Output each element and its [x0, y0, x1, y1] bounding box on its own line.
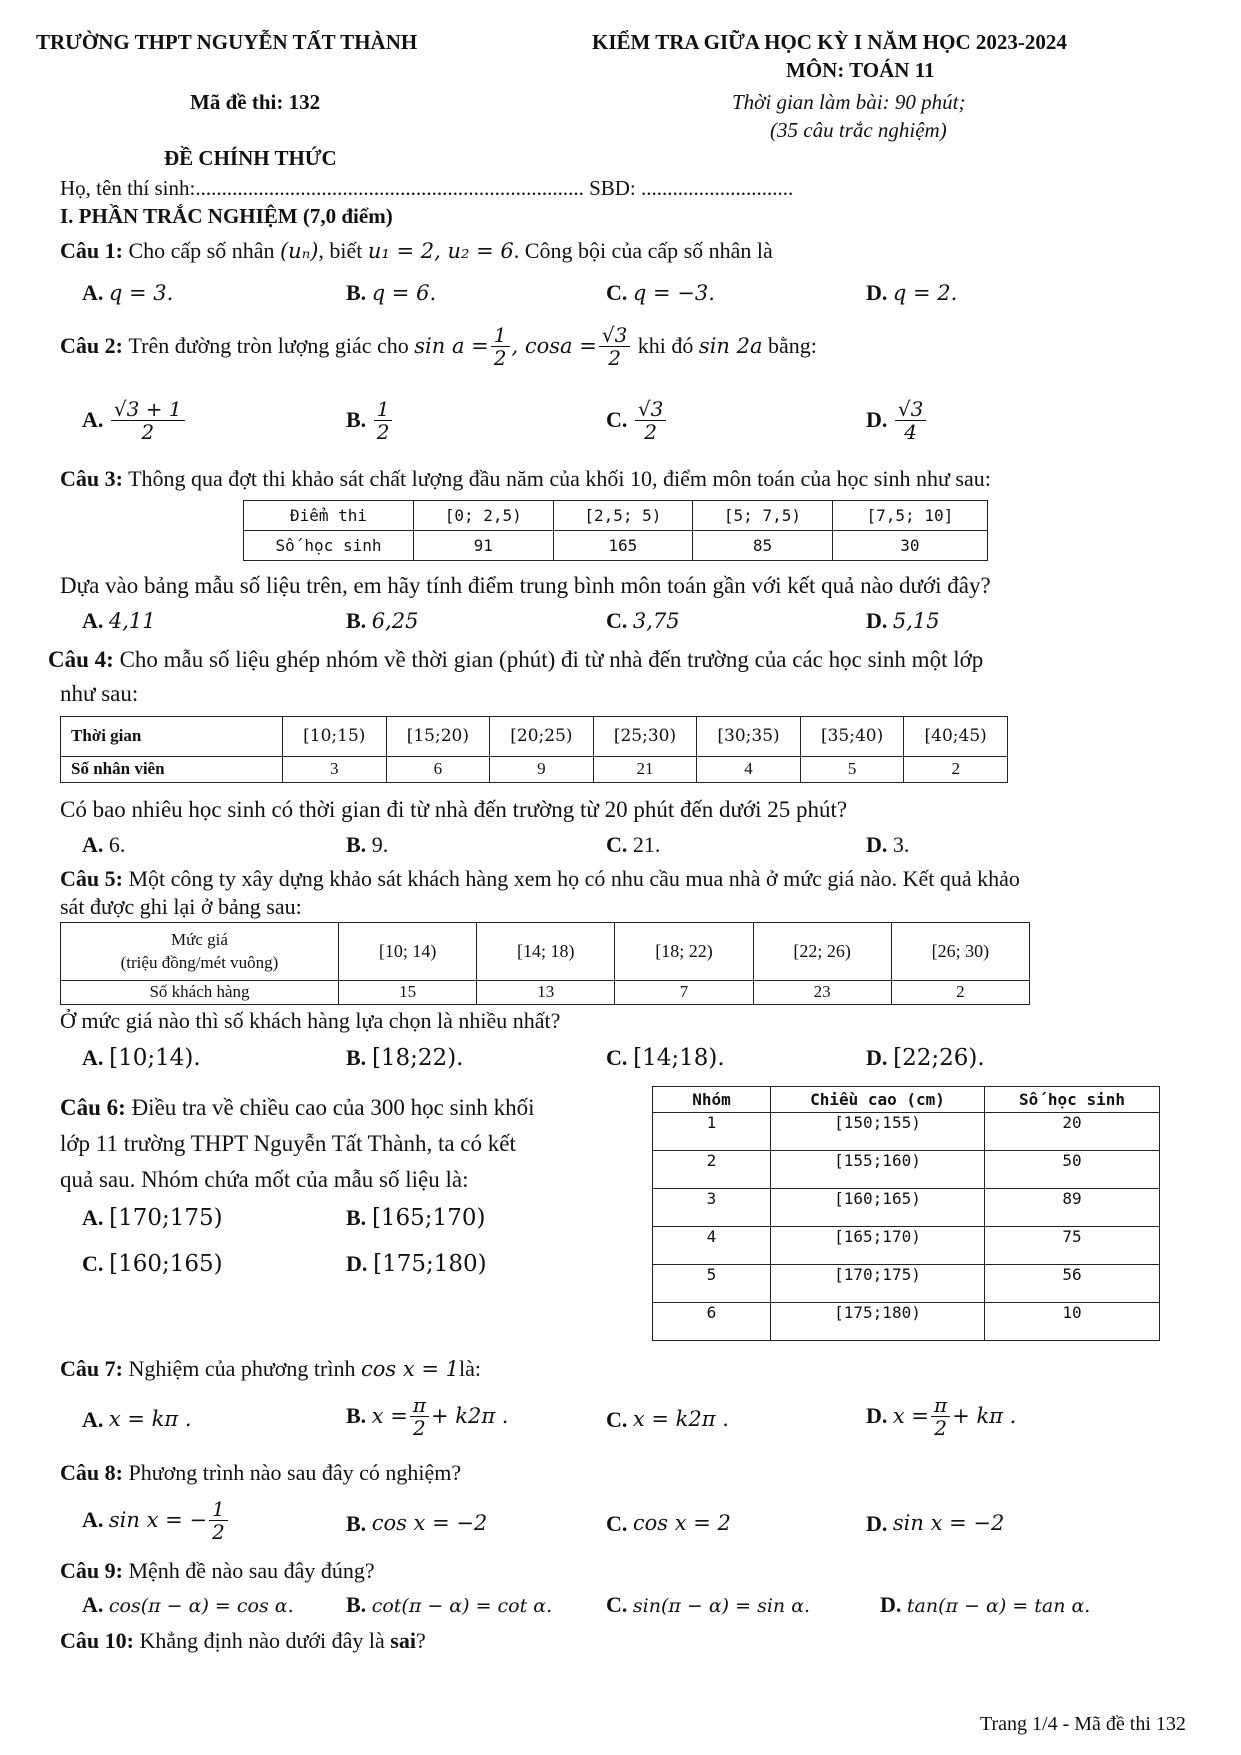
- q3-row-cell: 85: [693, 531, 833, 561]
- q7-option-b[interactable]: B. x = $\frac{\pi}{2}$ + k2π .: [346, 1393, 509, 1440]
- q4-text-1: Cho mẫu số liệu ghép nhóm về thời gian (phút) đi từ nhà đến trường của các học sinh một lớp: [119, 647, 984, 672]
- q2-option-c[interactable]: C. $\frac{√3}{2}$: [606, 398, 668, 443]
- page-footer: Trang 1/4 - Mã đề thi 132: [980, 1713, 1186, 1735]
- q4-option-a[interactable]: A. 6.: [82, 832, 126, 857]
- q2-frac-half: $\frac{1}{2}$: [491, 324, 510, 369]
- q5-head-cell: [14; 18): [477, 923, 615, 981]
- q5-head-line-2: (triệu đồng/mét vuông): [120, 952, 279, 972]
- exam-title: KIỂM TRA GIỮA HỌC KỲ I NĂM HỌC 2023-2024: [592, 30, 1067, 54]
- q4-row-cell: 5: [800, 757, 904, 783]
- exam-time: Thời gian làm bài: 90 phút;: [732, 90, 966, 114]
- q1-option-b[interactable]: B. q = 6.: [346, 280, 437, 305]
- q6-row-group: 4: [653, 1227, 771, 1265]
- question-7: [60, 1356, 481, 1382]
- q9-option-d[interactable]: D. tan(π − α) = tan α.: [880, 1592, 1091, 1617]
- q5-row-cell: 7: [615, 981, 753, 1005]
- question-2: [60, 324, 817, 369]
- q4-head-cell: [35;40): [800, 717, 904, 757]
- q9-option-c[interactable]: C. sin(π − α) = sin α.: [606, 1592, 811, 1617]
- q10-bold-word: sai: [390, 1628, 416, 1653]
- q5-head-cell: [18; 22): [615, 923, 753, 981]
- q6-table: [652, 1086, 1160, 1341]
- q3-option-b[interactable]: B. 6,25: [346, 608, 419, 633]
- q9-option-b[interactable]: B. cot(π − α) = cot α.: [346, 1592, 553, 1617]
- q4-head-cell: [40;45): [904, 717, 1008, 757]
- q6-text-3: quả sau. Nhóm chứa mốt của mẫu số liệu là:: [60, 1167, 469, 1192]
- q10-label: Câu 10:: [60, 1628, 134, 1653]
- q7-text-a: Nghiệm của phương trình: [128, 1356, 356, 1381]
- q4-head-label: Thời gian: [61, 717, 283, 757]
- q2-option-d[interactable]: D. $\frac{√3}{4}$: [866, 398, 928, 443]
- question-3: [60, 466, 991, 492]
- q4-table: [60, 716, 1008, 783]
- q3-head-cell: [2,5; 5): [553, 501, 693, 531]
- q6-row-height: [160;165): [771, 1189, 985, 1227]
- q3-question: Dựa vào bảng mẫu số liệu trên, em hãy tính điểm trung bình môn toán gần với kết quả nào dưới đây?: [60, 573, 991, 598]
- q4-row-cell: 6: [386, 757, 490, 783]
- q3-row-label: Số học sinh: [244, 531, 414, 561]
- q5-question: Ở mức giá nào thì số khách hàng lựa chọn là nhiều nhất?: [60, 1008, 561, 1033]
- q4-head-cell: [10;15): [283, 717, 387, 757]
- q1-text-a: Cho cấp số nhân: [128, 238, 275, 263]
- candidate-info-line: Họ, tên thí sinh:.......................................................................... SBD: .............................: [60, 176, 794, 200]
- q6-row-group: 5: [653, 1265, 771, 1303]
- q6-text-2: lớp 11 trường THPT Nguyễn Tất Thành, ta có kết: [60, 1131, 516, 1156]
- q4-row-label: Số nhân viên: [61, 757, 283, 783]
- q9-text: Mệnh đề nào sau đây đúng?: [128, 1558, 375, 1583]
- q6-row-height: [165;170): [771, 1227, 985, 1265]
- q4-row-cell: 2: [904, 757, 1008, 783]
- q3-head-cell: [7,5; 10]: [832, 501, 987, 531]
- q5-label: Câu 5:: [60, 866, 123, 891]
- q5-text-2: sát được ghi lại ở bảng sau:: [60, 894, 302, 919]
- q2-option-b[interactable]: B. $\frac{1}{2}$: [346, 398, 394, 443]
- question-10: [60, 1628, 426, 1654]
- q6-row-group: 3: [653, 1189, 771, 1227]
- q9-label: Câu 9:: [60, 1558, 123, 1583]
- q9-option-a[interactable]: A. cos(π − α) = cos α.: [82, 1592, 294, 1617]
- q6-text-1: Điều tra về chiều cao của 300 học sinh khối: [131, 1095, 535, 1120]
- q6-row-height: [150;155): [771, 1113, 985, 1151]
- q4-question: Có bao nhiêu học sinh có thời gian đi từ nhà đến trường từ 20 phút đến dưới 25 phút?: [60, 797, 848, 822]
- q6-head-cell: Nhóm: [653, 1087, 771, 1113]
- q6-row-count: 20: [985, 1113, 1160, 1151]
- q8-option-a[interactable]: A. sin x = − $\frac{1}{2}$: [82, 1498, 230, 1543]
- q3-text: Thông qua đợt thi khảo sát chất lượng đầu năm của khối 10, điểm môn toán của học sinh như sau:: [128, 466, 991, 491]
- q10-tail: ?: [415, 1628, 426, 1653]
- q4-row-cell: 4: [697, 757, 801, 783]
- q6-row-group: 1: [653, 1113, 771, 1151]
- q4-row-cell: 21: [593, 757, 697, 783]
- q5-row-cell: 15: [339, 981, 477, 1005]
- q6-option-c[interactable]: C. [160;165): [82, 1251, 223, 1277]
- question-1: [60, 238, 773, 264]
- official-label: ĐỀ CHÍNH THỨC: [164, 146, 337, 170]
- q3-option-c[interactable]: C. 3,75: [606, 608, 680, 633]
- q4-head-cell: [30;35): [697, 717, 801, 757]
- q3-head-label: Điểm thi: [244, 501, 414, 531]
- q7-option-d[interactable]: D. x = $\frac{\pi}{2}$ + kπ .: [866, 1393, 1017, 1440]
- q5-row-label: Số khách hàng: [61, 981, 339, 1005]
- q2-label: Câu 2:: [60, 333, 123, 359]
- q6-row-height: [170;175): [771, 1265, 985, 1303]
- q3-option-a[interactable]: A. 4,11: [82, 608, 156, 633]
- q7-equation: cos x = 1: [360, 1357, 459, 1381]
- q5-option-d[interactable]: D. [22;26).: [866, 1045, 985, 1071]
- q1-text-b: , biết: [318, 238, 363, 263]
- q5-row-cell: 13: [477, 981, 615, 1005]
- q4-label: Câu 4:: [48, 647, 114, 672]
- q1-text-c: . Công bội của cấp số nhân là: [513, 238, 773, 263]
- q6-row-height: [155;160): [771, 1151, 985, 1189]
- q7-option-a[interactable]: A. x = kπ .: [82, 1406, 192, 1432]
- q8-option-c[interactable]: C. cos x = 2: [606, 1510, 731, 1536]
- q4-head-cell: [25;30): [593, 717, 697, 757]
- q6-row-count: 89: [985, 1189, 1160, 1227]
- q5-text-1: Một công ty xây dựng khảo sát khách hàng xem họ có nhu cầu mua nhà ở mức giá nào. Kết quả khảo: [128, 866, 1020, 891]
- q1-sequence: (uₙ): [279, 239, 319, 263]
- q5-option-a[interactable]: A. [10;14).: [82, 1045, 201, 1071]
- school-name: TRƯỜNG THPT NGUYỄN TẤT THÀNH: [36, 30, 418, 54]
- q1-given: u₁ = 2, u₂ = 6: [367, 239, 514, 263]
- q6-row-group: 6: [653, 1303, 771, 1341]
- q3-row-cell: 91: [414, 531, 554, 561]
- q2-text-a: Trên đường tròn lượng giác cho: [128, 333, 409, 359]
- q4-head-cell: [20;25): [490, 717, 594, 757]
- q6-row-count: 75: [985, 1227, 1160, 1265]
- q8-label: Câu 8:: [60, 1460, 123, 1485]
- subject: MÔN: TOÁN 11: [786, 58, 935, 82]
- q3-row-cell: 30: [832, 531, 987, 561]
- q5-table: [60, 922, 1030, 1005]
- question-4: [48, 646, 983, 674]
- q2-cos: , cosa =: [511, 333, 597, 358]
- q4-option-c[interactable]: C. 21.: [606, 832, 661, 857]
- q6-option-b[interactable]: B. [165;170): [346, 1205, 486, 1231]
- q6-head-cell: Chiều cao (cm): [771, 1087, 985, 1113]
- q6-row-group: 2: [653, 1151, 771, 1189]
- question-5: [60, 866, 1020, 892]
- q3-row-cell: 165: [553, 531, 693, 561]
- question-8: [60, 1460, 461, 1486]
- q2-expr: sin 2a: [698, 333, 763, 358]
- q6-row-count: 10: [985, 1303, 1160, 1341]
- q5-head-line-1: Mức giá: [171, 929, 228, 949]
- q1-option-a[interactable]: A. q = 3.: [82, 280, 174, 305]
- q6-row-height: [175;180): [771, 1303, 985, 1341]
- q4-option-d[interactable]: D. 3.: [866, 832, 910, 857]
- q4-row-cell: 3: [283, 757, 387, 783]
- q4-text-2: như sau:: [60, 681, 139, 706]
- q5-option-c[interactable]: C. [14;18).: [606, 1045, 725, 1071]
- q5-head-label: [61, 923, 339, 981]
- q7-option-c[interactable]: C. x = k2π .: [606, 1406, 729, 1432]
- q1-label: Câu 1:: [60, 238, 123, 263]
- q6-option-d[interactable]: D. [175;180): [346, 1251, 487, 1277]
- q3-label: Câu 3:: [60, 466, 123, 491]
- exam-code: Mã đề thi: 132: [190, 90, 321, 114]
- q1-option-d[interactable]: D. q = 2.: [866, 280, 958, 305]
- q6-head-cell: Số học sinh: [985, 1087, 1160, 1113]
- q8-text: Phương trình nào sau đây có nghiệm?: [128, 1460, 462, 1485]
- q4-option-b[interactable]: B. 9.: [346, 832, 389, 857]
- q3-head-cell: [0; 2,5): [414, 501, 554, 531]
- q6-label: Câu 6:: [60, 1095, 126, 1120]
- q2-text-b: khi đó: [637, 333, 694, 359]
- q4-row-cell: 9: [490, 757, 594, 783]
- q10-text: Khẳng định nào dưới đây là: [139, 1628, 385, 1653]
- q2-option-a[interactable]: A. $\frac{√3 + 1}{2}$: [82, 398, 187, 443]
- q5-head-cell: [22; 26): [753, 923, 891, 981]
- q5-head-cell: [26; 30): [891, 923, 1029, 981]
- question-9: [60, 1558, 375, 1584]
- q2-sin: sin a =: [414, 333, 489, 358]
- q3-option-d[interactable]: D. 5,15: [866, 608, 940, 633]
- question-6: [60, 1094, 535, 1122]
- section-title: I. PHẦN TRẮC NGHIỆM (7,0 điểm): [60, 204, 393, 228]
- q7-text-b: là:: [458, 1356, 481, 1381]
- q2-text-c: bằng:: [768, 333, 817, 359]
- q6-row-count: 50: [985, 1151, 1160, 1189]
- q6-row-count: 56: [985, 1265, 1160, 1303]
- q5-row-cell: 2: [891, 981, 1029, 1005]
- q1-option-c[interactable]: C. q = −3.: [606, 280, 715, 305]
- q5-option-b[interactable]: B. [18;22).: [346, 1045, 464, 1071]
- q4-head-cell: [15;20): [386, 717, 490, 757]
- q8-option-b[interactable]: B. cos x = −2: [346, 1510, 488, 1536]
- q6-option-a[interactable]: A. [170;175): [82, 1205, 223, 1231]
- q5-row-cell: 23: [753, 981, 891, 1005]
- q2-frac-sqrt3: $\frac{√3}{2}$: [599, 324, 630, 369]
- q7-label: Câu 7:: [60, 1356, 123, 1381]
- q3-table: [243, 500, 988, 561]
- q8-option-d[interactable]: D. sin x = −2: [866, 1510, 1005, 1536]
- q3-head-cell: [5; 7,5): [693, 501, 833, 531]
- question-count: (35 câu trắc nghiệm): [770, 118, 947, 142]
- q5-head-cell: [10; 14): [339, 923, 477, 981]
